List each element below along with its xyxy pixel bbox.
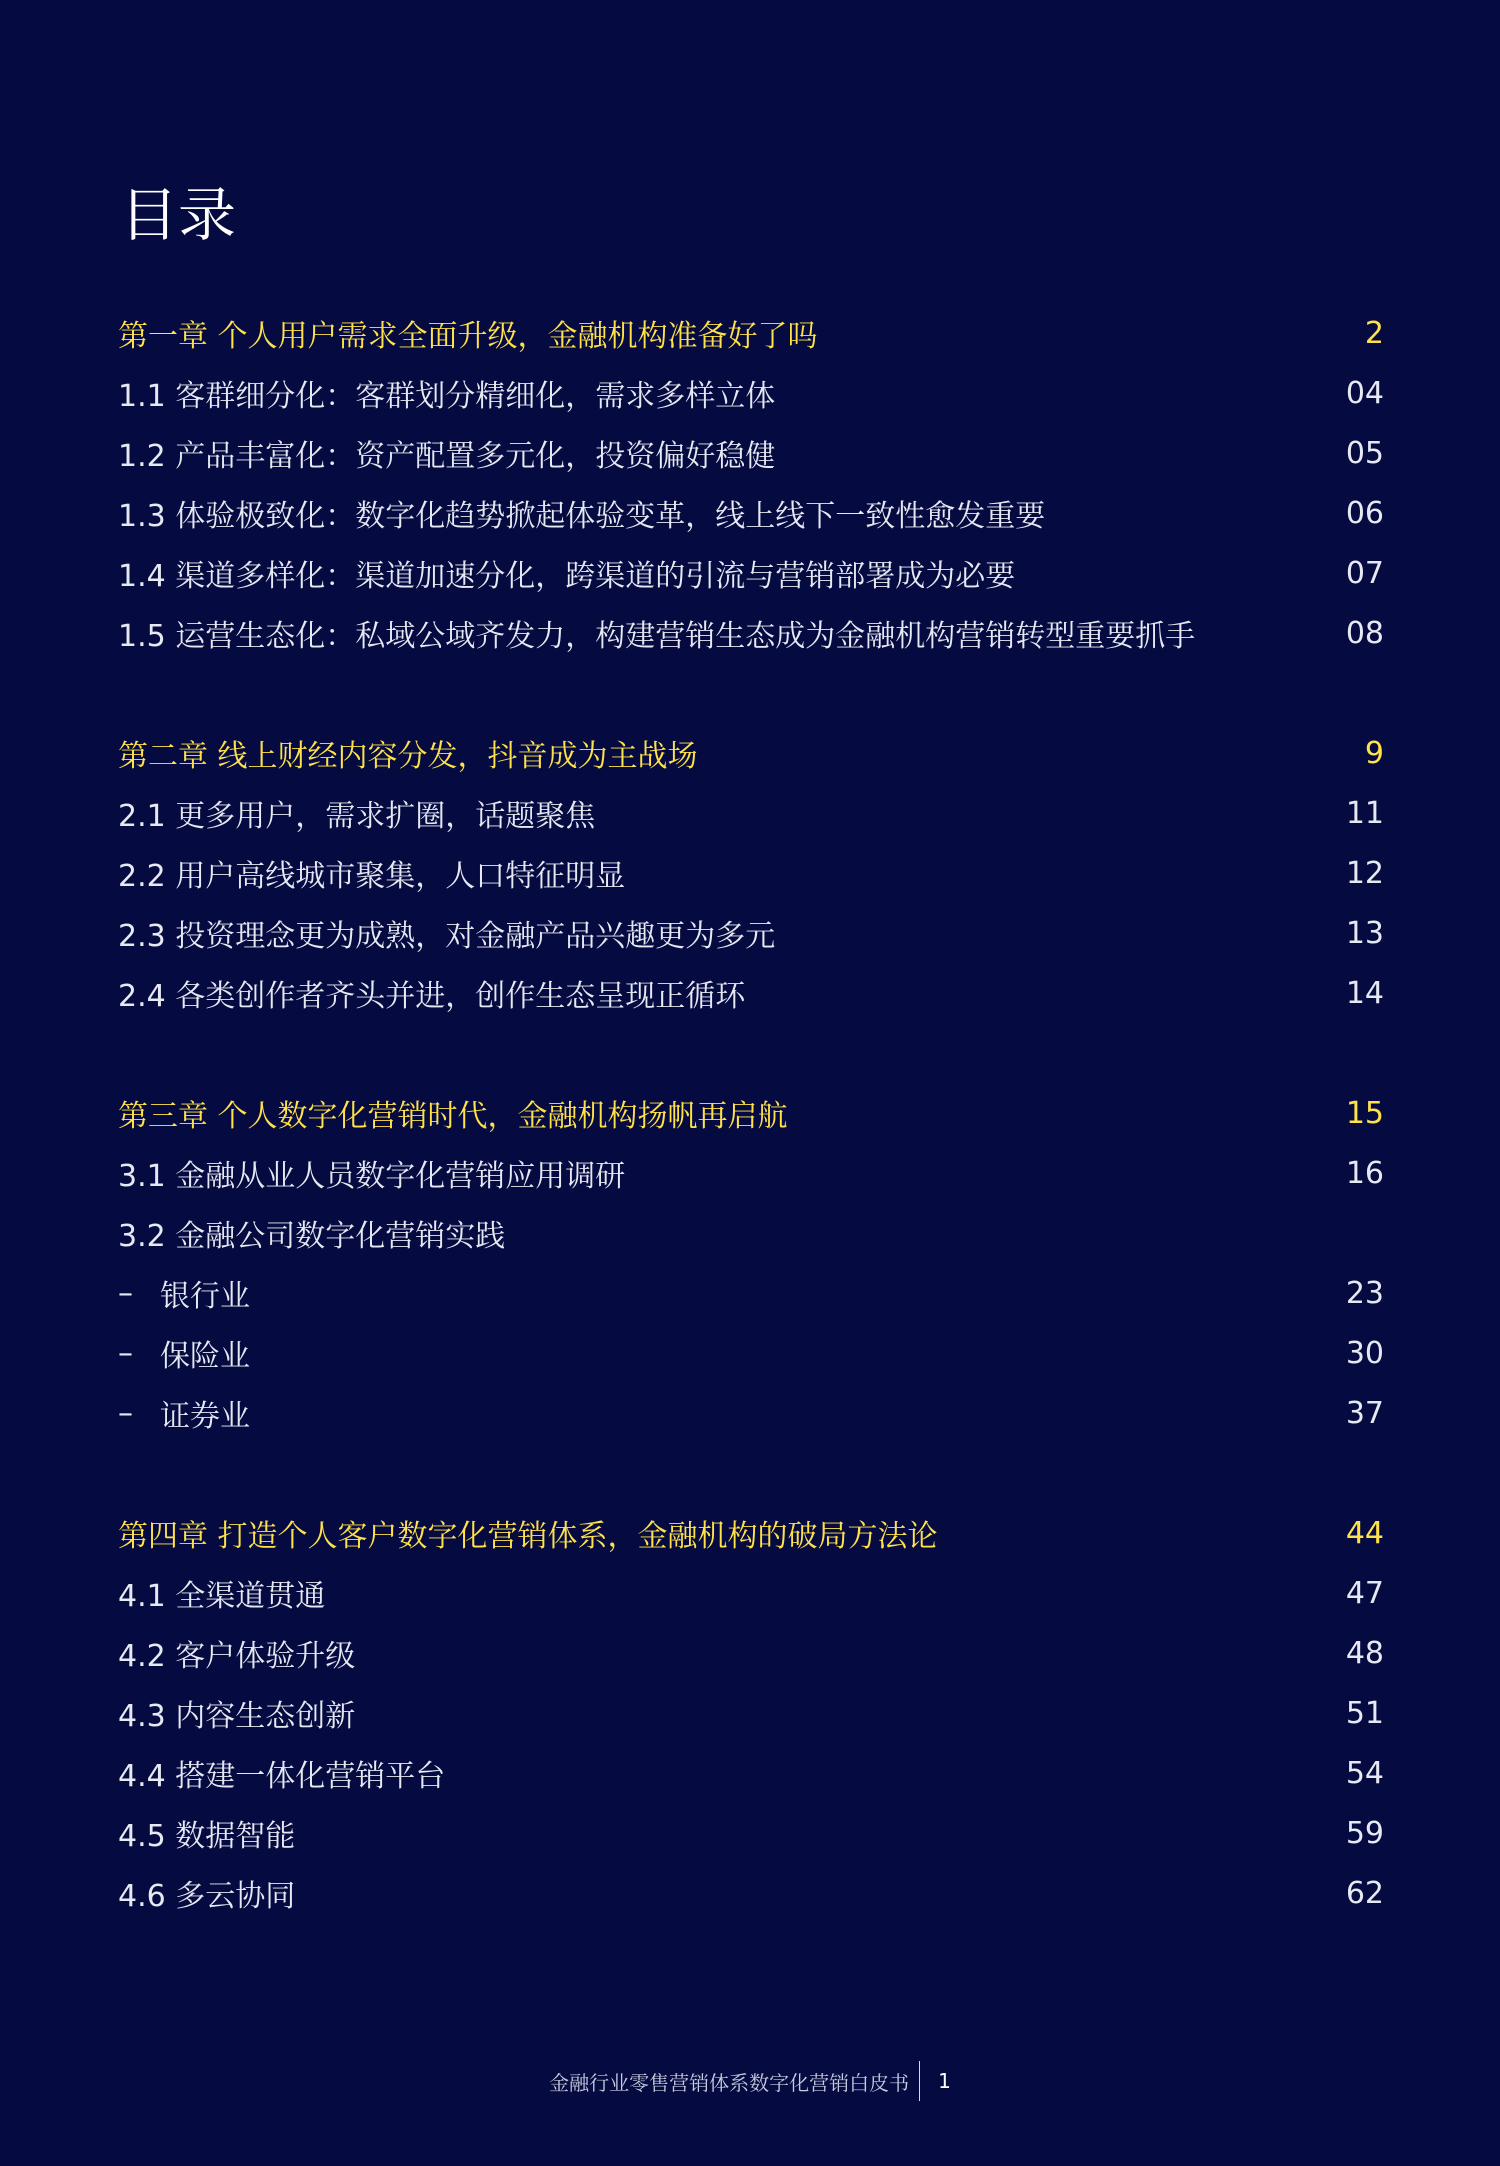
item-title: 4.2 客户体验升级 (118, 1639, 356, 1674)
toc-chapter-3[interactable] (118, 1083, 1384, 1143)
page-number: 06 (1345, 495, 1384, 531)
toc-item[interactable] (118, 483, 1384, 543)
toc-chapter-4[interactable] (118, 1503, 1384, 1563)
footer-page-number: 1 (938, 2069, 951, 2093)
page-number: 04 (1345, 375, 1384, 411)
footer-divider (919, 2061, 920, 2101)
item-title: 3.2 金融公司数字化营销实践 (118, 1219, 506, 1254)
toc-item[interactable] (118, 1623, 1384, 1683)
item-title: 保险业 (160, 1339, 250, 1374)
toc-item[interactable] (118, 363, 1384, 423)
item-title: 2.3 投资理念更为成熟，对金融产品兴趣更为多元 (118, 919, 776, 954)
page-number: 12 (1345, 855, 1384, 891)
toc-subitem[interactable] (118, 1383, 1384, 1443)
toc-item[interactable] (118, 603, 1384, 663)
item-title: 1.4 渠道多样化：渠道加速分化，跨渠道的引流与营销部署成为必要 (118, 559, 1016, 594)
item-title: 1.5 运营生态化：私域公域齐发力，构建营销生态成为金融机构营销转型重要抓手 (118, 619, 1196, 654)
item-title: 4.6 多云协同 (118, 1879, 296, 1914)
toc-item[interactable] (118, 963, 1384, 1023)
page-number: 48 (1345, 1635, 1384, 1671)
page-number: 62 (1345, 1875, 1384, 1911)
toc-item[interactable] (118, 1203, 1384, 1263)
toc-item[interactable] (118, 843, 1384, 903)
page-number: 13 (1345, 915, 1384, 951)
toc-subitem[interactable] (118, 1263, 1384, 1323)
toc-item[interactable] (118, 903, 1384, 963)
item-title: 4.4 搭建一体化营销平台 (118, 1759, 446, 1794)
toc-item[interactable] (118, 423, 1384, 483)
item-title: 2.2 用户高线城市聚集，人口特征明显 (118, 859, 626, 894)
page-number: 30 (1345, 1335, 1384, 1371)
page-number: 54 (1345, 1755, 1384, 1791)
page-number: 51 (1345, 1695, 1384, 1731)
page-number: 15 (1345, 1095, 1384, 1131)
item-title: 银行业 (160, 1279, 250, 1314)
toc-item[interactable] (118, 1863, 1384, 1923)
toc-item[interactable] (118, 1563, 1384, 1623)
dash-marker: – (118, 1275, 133, 1311)
item-title: 证券业 (160, 1399, 250, 1434)
page-number: 47 (1345, 1575, 1384, 1611)
page-number: 14 (1345, 975, 1384, 1011)
chapter-title: 第三章 个人数字化营销时代，金融机构扬帆再启航 (118, 1099, 788, 1134)
toc-subitem[interactable] (118, 1323, 1384, 1383)
page-number: 16 (1345, 1155, 1384, 1191)
item-title: 2.1 更多用户，需求扩圈，话题聚焦 (118, 799, 596, 834)
dash-marker: – (118, 1395, 133, 1431)
chapter-title: 第二章 线上财经内容分发，抖音成为主战场 (118, 739, 698, 774)
page-number: 59 (1345, 1815, 1384, 1851)
toc-item[interactable] (118, 1803, 1384, 1863)
item-title: 1.1 客群细分化：客群划分精细化，需求多样立体 (118, 379, 776, 414)
page-number: 07 (1345, 555, 1384, 591)
dash-marker: – (118, 1335, 133, 1371)
chapter-title: 第一章 个人用户需求全面升级，金融机构准备好了吗 (118, 319, 818, 354)
item-title: 4.5 数据智能 (118, 1819, 296, 1854)
page-number: 2 (1364, 315, 1384, 351)
page-footer (0, 2060, 1500, 2102)
page-number: 23 (1345, 1275, 1384, 1311)
page-number: 9 (1364, 735, 1384, 771)
toc-chapter-2[interactable] (118, 723, 1384, 783)
page-number: 08 (1345, 615, 1384, 651)
item-title: 4.3 内容生态创新 (118, 1699, 356, 1734)
page-number: 05 (1345, 435, 1384, 471)
page-number: 11 (1345, 795, 1384, 831)
table-of-contents (118, 303, 1384, 1923)
toc-item[interactable] (118, 543, 1384, 603)
toc-chapter-1[interactable] (118, 303, 1384, 363)
item-title: 4.1 全渠道贯通 (118, 1579, 326, 1614)
footer-document-title: 金融行业零售营销体系数字化营销白皮书 (549, 2070, 910, 2095)
item-title: 3.1 金融从业人员数字化营销应用调研 (118, 1159, 626, 1194)
item-title: 1.2 产品丰富化：资产配置多元化，投资偏好稳健 (118, 439, 776, 474)
page-title: 目录 (120, 181, 237, 249)
toc-item[interactable] (118, 1743, 1384, 1803)
toc-item[interactable] (118, 783, 1384, 843)
toc-item[interactable] (118, 1683, 1384, 1743)
page-number: 37 (1345, 1395, 1384, 1431)
item-title: 2.4 各类创作者齐头并进，创作生态呈现正循环 (118, 979, 746, 1014)
toc-item[interactable] (118, 1143, 1384, 1203)
chapter-title: 第四章 打造个人客户数字化营销体系，金融机构的破局方法论 (118, 1519, 938, 1554)
page-number: 44 (1345, 1515, 1384, 1551)
item-title: 1.3 体验极致化：数字化趋势掀起体验变革，线上线下一致性愈发重要 (118, 499, 1046, 534)
